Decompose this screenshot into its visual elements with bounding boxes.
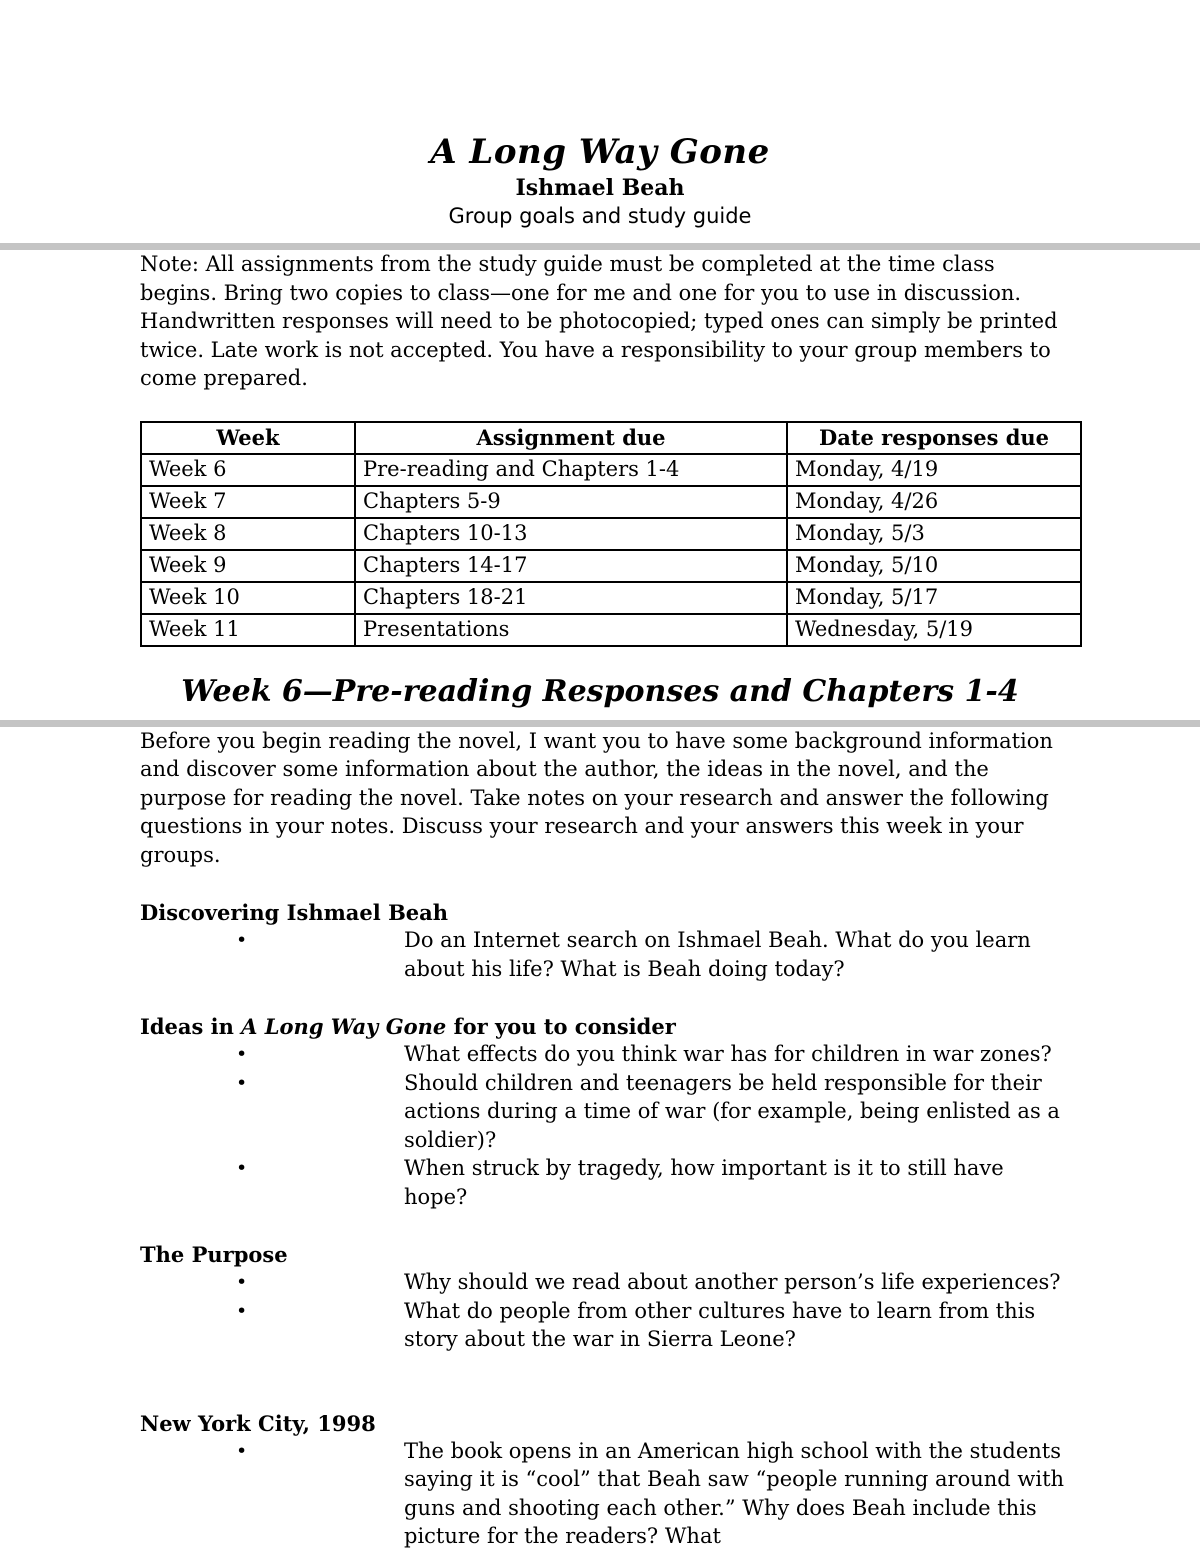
cell-week: Week 8 bbox=[141, 518, 355, 550]
horizontal-rule-top bbox=[0, 243, 1200, 250]
bullet-list bbox=[140, 1040, 1072, 1211]
intro-paragraph: Before you begin reading the novel, I want you to have some background information and discover some information about the author, the ideas in the novel, and the purpose for reading the novel. Take notes on your research and answer the following questions in your notes. Discuss your research and your answers this week in your groups. bbox=[140, 728, 1053, 867]
list-item-text: What effects do you think war has for children in war zones? bbox=[404, 1042, 1052, 1066]
bullet-list bbox=[140, 1268, 1072, 1354]
column-header-date: Date responses due bbox=[787, 422, 1081, 454]
section-discovering-ishmael-beah bbox=[140, 899, 1072, 983]
section-heading-prefix: Ideas in bbox=[140, 1014, 242, 1039]
section-the-purpose bbox=[140, 1241, 1072, 1354]
cell-assignment: Chapters 14-17 bbox=[355, 550, 787, 582]
week-body bbox=[0, 727, 1200, 1551]
cell-week: Week 9 bbox=[141, 550, 355, 582]
document-body bbox=[0, 250, 1200, 647]
spacer bbox=[140, 1354, 1072, 1410]
cell-week: Week 11 bbox=[141, 614, 355, 646]
list-item-text: The book opens in an American high school with the students saying it is “cool” that Beah saw “people running around with guns and shooting each other.” Why does Beah include this picture for the readers? What bbox=[404, 1438, 1065, 1548]
document-subtitle: Group goals and study guide bbox=[448, 204, 752, 228]
cell-assignment: Presentations bbox=[355, 614, 787, 646]
section-heading-text: Discovering Ishmael Beah bbox=[140, 900, 449, 925]
list-item-text: When struck by tragedy, how important is it to still have hope? bbox=[404, 1156, 1004, 1209]
week-section-heading: Week 6—Pre-reading Responses and Chapters 1-4 bbox=[181, 673, 1019, 709]
note-paragraph: Note: All assignments from the study guide must be completed at the time class begins. Bring two copies to class—one for me and one for you to use in discussion. Handwritten responses will need to be photocopied; typed ones can simply be printed twice. Late work is not accepted. You have a responsibility to your group members to come prepared. bbox=[140, 252, 1058, 390]
section-ideas-to-consider bbox=[140, 1013, 1072, 1211]
book-title-inline: A Long Way Gone bbox=[241, 1014, 447, 1039]
list-item bbox=[140, 1268, 1072, 1297]
section-heading-suffix: for you to consider bbox=[446, 1014, 676, 1039]
section-heading bbox=[140, 1013, 1072, 1040]
list-item bbox=[140, 1069, 1072, 1155]
bullet-icon: • bbox=[236, 1271, 248, 1293]
bullet-icon: • bbox=[236, 1439, 248, 1462]
table-row bbox=[141, 582, 1081, 614]
cell-date: Monday, 5/3 bbox=[787, 518, 1081, 550]
cell-week: Week 10 bbox=[141, 582, 355, 614]
table-header-row bbox=[141, 422, 1081, 454]
horizontal-rule-middle bbox=[0, 720, 1200, 727]
schedule-table-wrapper bbox=[140, 421, 1072, 647]
bullet-icon: • bbox=[236, 1043, 248, 1065]
cell-date: Wednesday, 5/19 bbox=[787, 614, 1081, 646]
cell-week: Week 6 bbox=[141, 454, 355, 486]
list-item bbox=[140, 1437, 1072, 1551]
bullet-list bbox=[140, 1437, 1072, 1551]
list-item-text: Why should we read about another person’s life experiences? bbox=[404, 1270, 1061, 1294]
section-heading-text: New York City, 1998 bbox=[140, 1410, 376, 1436]
section-heading bbox=[140, 1410, 1072, 1437]
section-heading bbox=[140, 899, 1072, 926]
list-item-text: Do an Internet search on Ishmael Beah. What do you learn about his life? What is Beah doing today? bbox=[404, 928, 1031, 981]
column-header-week: Week bbox=[141, 422, 355, 454]
list-item-text: What do people from other cultures have to learn from this story about the war in Sierra Leone? bbox=[404, 1298, 1036, 1351]
table-row bbox=[141, 550, 1081, 582]
list-item-text: Should children and teenagers be held responsible for their actions during a time of war (for example, being enlisted as a soldier)? bbox=[404, 1070, 1060, 1152]
document-header bbox=[0, 0, 1200, 230]
list-item bbox=[140, 1297, 1072, 1354]
cell-date: Monday, 4/19 bbox=[787, 454, 1081, 486]
table-row bbox=[141, 518, 1081, 550]
table-row bbox=[141, 454, 1081, 486]
table-row bbox=[141, 614, 1081, 646]
table-row bbox=[141, 486, 1081, 518]
cell-assignment: Chapters 10-13 bbox=[355, 518, 787, 550]
cell-assignment: Chapters 18-21 bbox=[355, 582, 787, 614]
bullet-icon: • bbox=[236, 929, 248, 951]
bullet-icon: • bbox=[236, 1299, 248, 1322]
cell-assignment: Pre-reading and Chapters 1-4 bbox=[355, 454, 787, 486]
bullet-icon: • bbox=[236, 1071, 248, 1094]
author-name: Ishmael Beah bbox=[515, 175, 685, 201]
cell-date: Monday, 5/10 bbox=[787, 550, 1081, 582]
bullet-icon: • bbox=[236, 1157, 248, 1179]
cell-week: Week 7 bbox=[141, 486, 355, 518]
page-title: A Long Way Gone bbox=[430, 132, 770, 172]
cell-assignment: Chapters 5-9 bbox=[355, 486, 787, 518]
section-new-york-city-1998 bbox=[140, 1410, 1072, 1551]
list-item bbox=[140, 926, 1072, 983]
column-header-assignment: Assignment due bbox=[355, 422, 787, 454]
list-item bbox=[140, 1154, 1072, 1211]
cell-date: Monday, 4/26 bbox=[787, 486, 1081, 518]
section-heading bbox=[140, 1241, 1072, 1268]
bullet-list bbox=[140, 926, 1072, 983]
section-heading-text: The Purpose bbox=[140, 1242, 288, 1267]
list-item bbox=[140, 1040, 1072, 1069]
schedule-table bbox=[140, 421, 1082, 647]
cell-date: Monday, 5/17 bbox=[787, 582, 1081, 614]
